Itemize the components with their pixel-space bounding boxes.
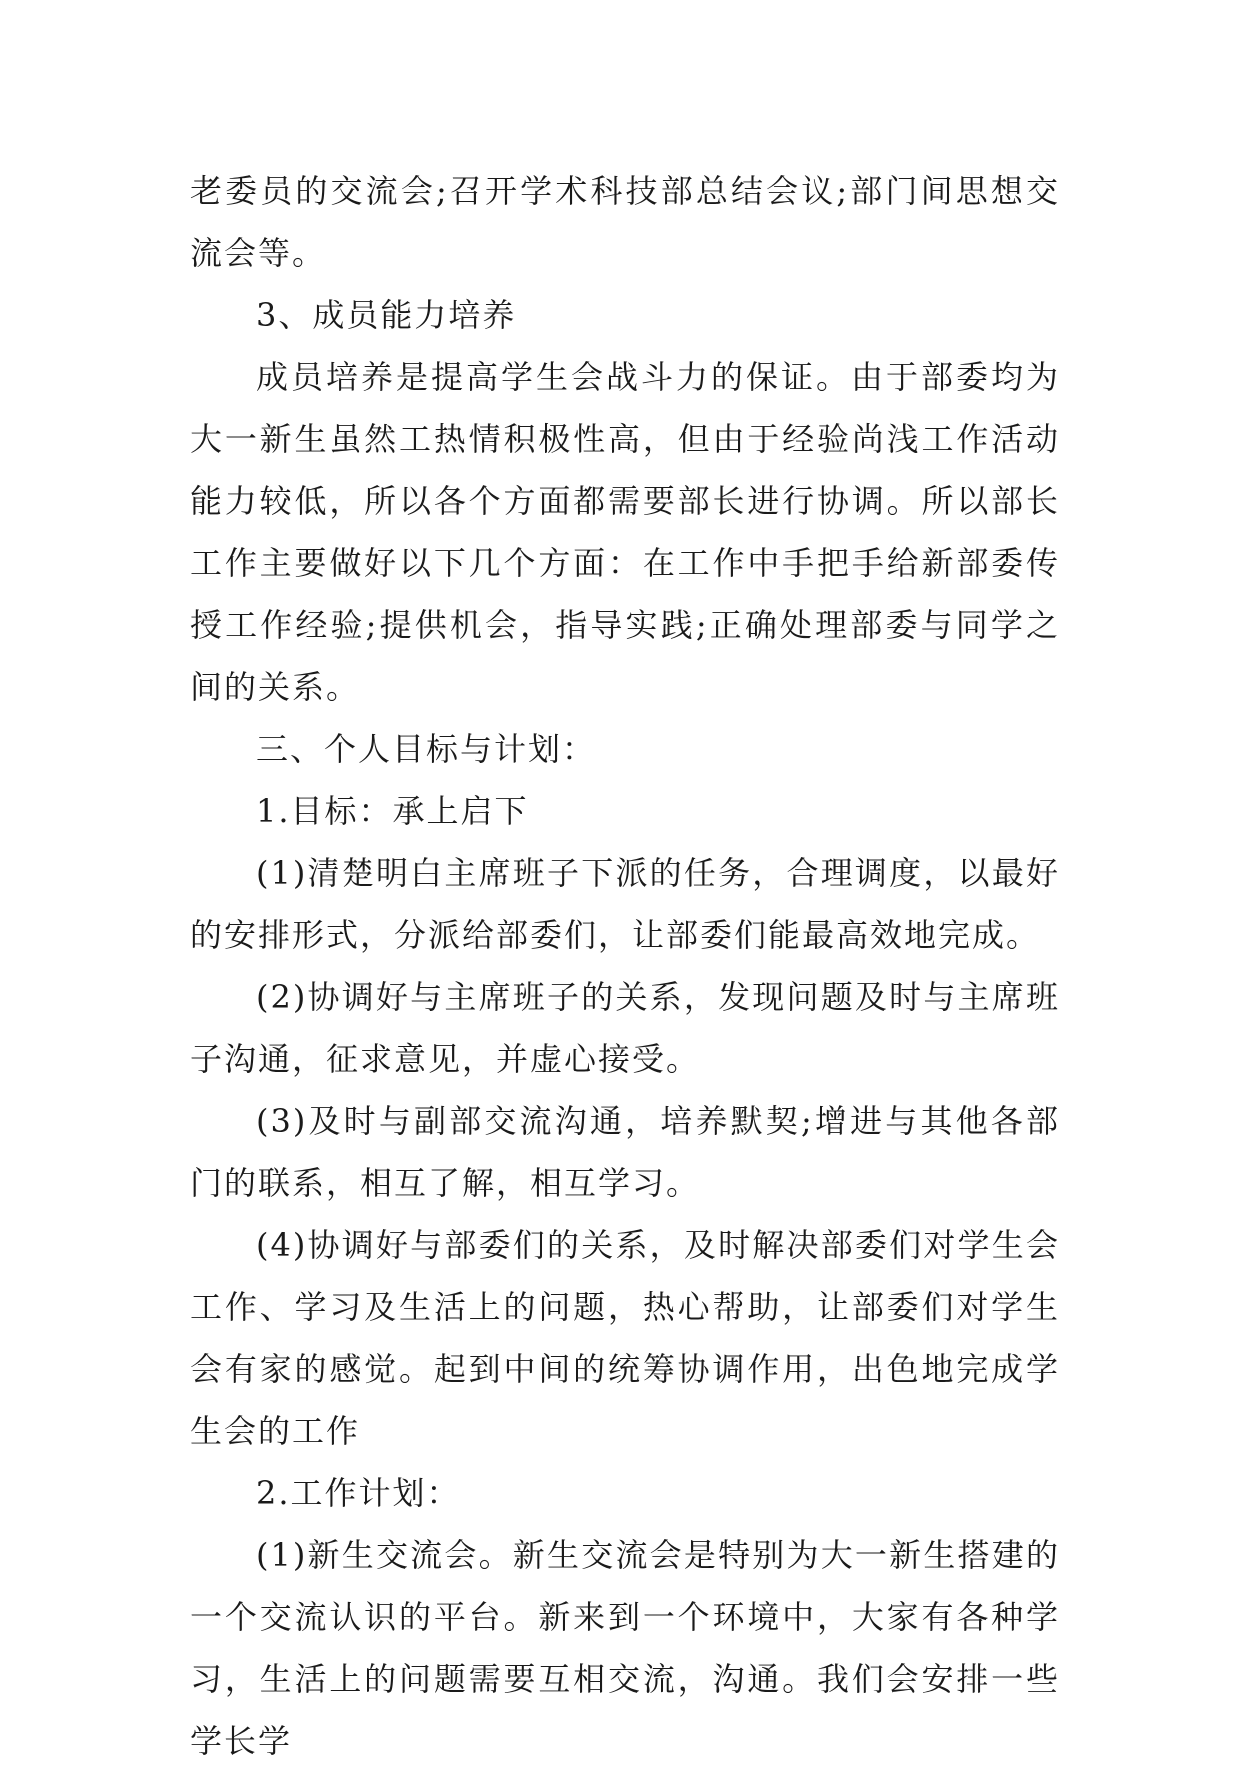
paragraph-5: 1.目标：承上启下 bbox=[256, 792, 529, 830]
paragraph-9: (4)协调好与部委们的关系，及时解决部委们对学生会工作、学习及生活上的问题，热心帮助，让部委们对学生会有家的感觉。起到中间的统筹协调作用，出色地完成学生会的工作 bbox=[190, 1226, 1060, 1450]
paragraph-7: (2)协调好与主席班子的关系，发现问题及时与主席班子沟通，征求意见，并虚心接受。 bbox=[190, 978, 1060, 1078]
paragraph-3: 成员培养是提高学生会战斗力的保证。由于部委均为大一新生虽然工热情积极性高，但由于经验尚浅工作活动能力较低，所以各个方面都需要部长进行协调。所以部长工作主要做好以下几个方面：在工作中手把手给新部委传授工作经验;提供机会，指导实践;正确处理部委与同学之间的关系。 bbox=[190, 358, 1060, 706]
paragraph-11: (1)新生交流会。新生交流会是特别为大一新生搭建的一个交流认识的平台。新来到一个环境中，大家有各种学习，生活上的问题需要互相交流，沟通。我们会安排一些学长学 bbox=[190, 1536, 1060, 1760]
paragraph-1: 老委员的交流会;召开学术科技部总结会议;部门间思想交流会等。 bbox=[190, 172, 1060, 272]
document-body bbox=[190, 160, 1060, 1772]
paragraph-2: 3、成员能力培养 bbox=[256, 296, 517, 334]
paragraph-4: 三、个人目标与计划： bbox=[256, 730, 597, 768]
paragraph-6: (1)清楚明白主席班子下派的任务，合理调度，以最好的安排形式，分派给部委们，让部委们能最高效地完成。 bbox=[190, 854, 1060, 954]
paragraph-8: (3)及时与副部交流沟通，培养默契;增进与其他各部门的联系，相互了解，相互学习。 bbox=[190, 1102, 1060, 1202]
paragraph-10: 2.工作计划： bbox=[256, 1474, 461, 1512]
